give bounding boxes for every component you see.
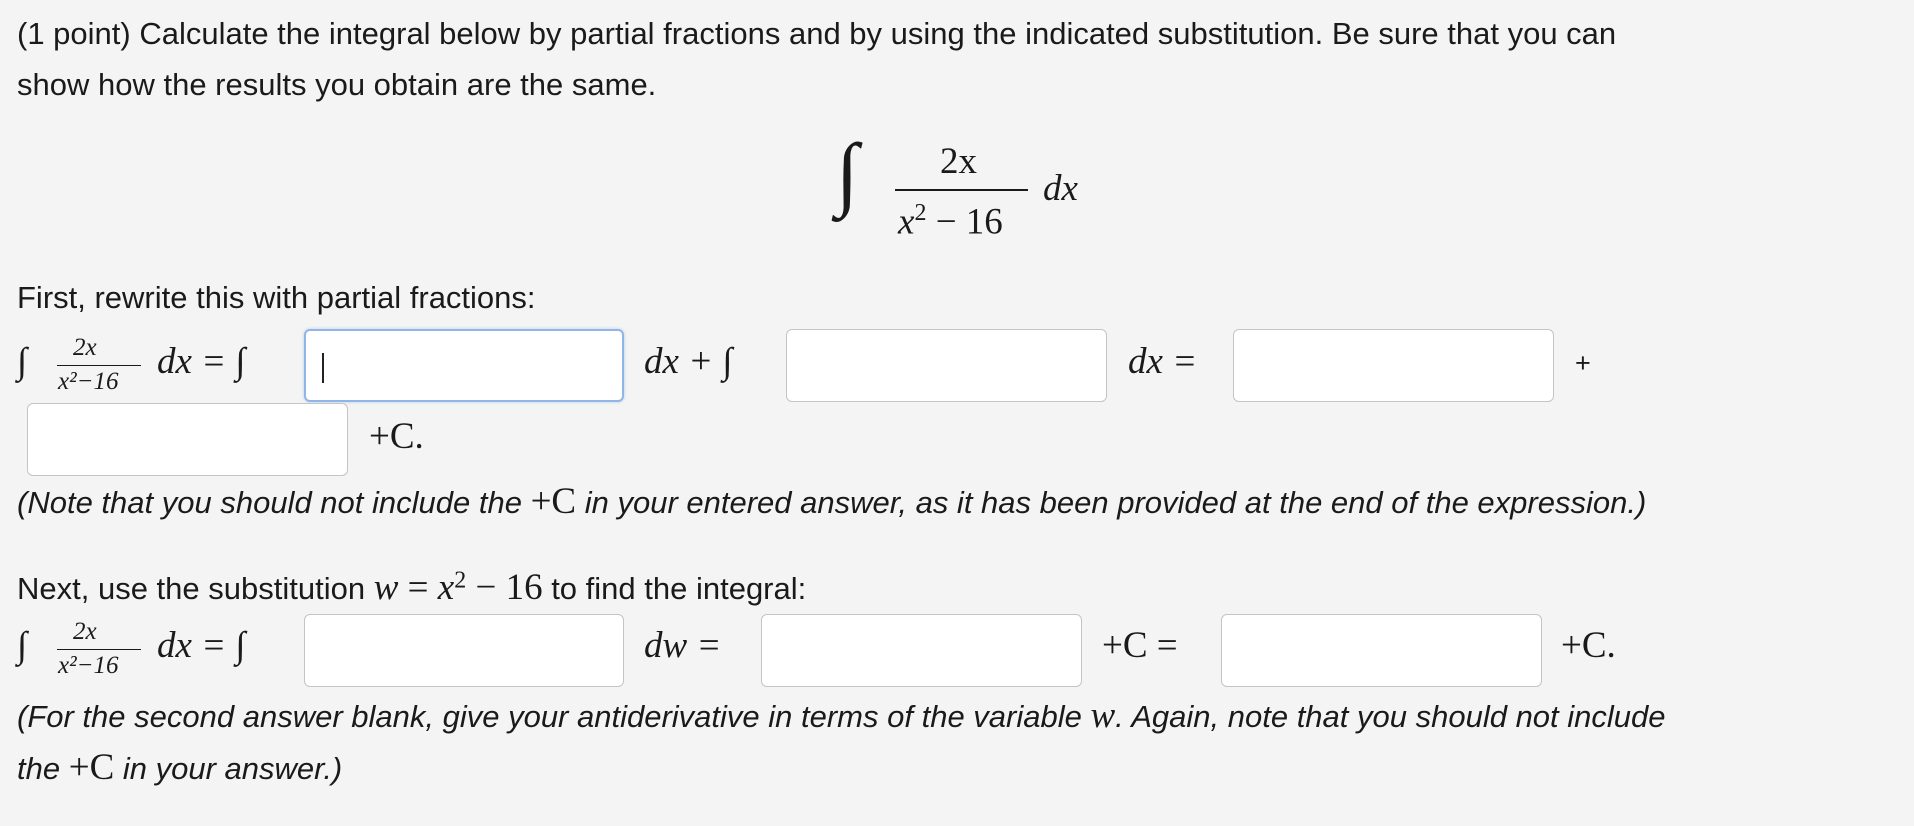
part2-answer-3-input[interactable] bbox=[1221, 614, 1542, 687]
part1-answer-1-input[interactable] bbox=[304, 329, 624, 402]
part2-note bbox=[17, 690, 1666, 794]
part1-plus-c: +C. bbox=[369, 416, 424, 457]
part2-frac-bar bbox=[57, 649, 141, 650]
part1-plus-sign: + bbox=[1575, 348, 1591, 378]
part1-frac-bar bbox=[57, 365, 141, 366]
part2-answer-2-input[interactable] bbox=[761, 614, 1082, 687]
problem-intro-line1: (1 point) Calculate the integral below by partial fractions and by using the indicated substitution. Be sure that you can bbox=[17, 16, 1617, 51]
display-differential: dx bbox=[1043, 168, 1078, 209]
part1-dx-equals: dx = ∫ bbox=[157, 341, 246, 382]
part2-dw-equals: dw = bbox=[644, 625, 722, 666]
part2-prompt: Next, use the substitution $w = x^2 - 16$ to find the integral: bbox=[17, 567, 807, 608]
part2-note-line2: the +C in your answer.) bbox=[17, 747, 343, 788]
part2-plus-c: +C. bbox=[1561, 625, 1616, 666]
display-numerator: 2x bbox=[940, 141, 977, 182]
text-caret bbox=[322, 353, 324, 383]
part1-dx-equals-2: dx = bbox=[1128, 341, 1198, 382]
part1-prompt: First, rewrite this with partial fractions: bbox=[17, 280, 536, 315]
part1-frac-denominator: x²−16 bbox=[58, 368, 119, 395]
part1-dx-plus: dx + ∫ bbox=[644, 341, 733, 382]
part1-frac-numerator: 2x bbox=[73, 334, 97, 361]
problem-intro-line2: show how the results you obtain are the same. bbox=[17, 67, 657, 102]
part1-answer-4-input[interactable] bbox=[27, 403, 348, 476]
part2-plus-c-equals: +C = bbox=[1102, 625, 1178, 666]
integral-sign: ∫ bbox=[836, 127, 859, 218]
part1-answer-3-input[interactable] bbox=[1233, 329, 1554, 402]
part1-note: (Note that you should not include the +C in your entered answer, as it has been provided at the end of the expression.) bbox=[17, 481, 1647, 522]
display-fraction-bar bbox=[895, 189, 1028, 191]
part2-frac-numerator: 2x bbox=[73, 618, 97, 645]
display-denominator: $x^2 - 16$ bbox=[898, 200, 1003, 243]
part2-answer-1-input[interactable] bbox=[304, 614, 624, 687]
part1-answer-2-input[interactable] bbox=[786, 329, 1107, 402]
part2-note-line1: (For the second answer blank, give your antiderivative in terms of the variable w. Again, note that you should not include bbox=[17, 695, 1666, 736]
part1-integral-sign: ∫ bbox=[17, 341, 28, 382]
part2-frac-denominator: x²−16 bbox=[58, 652, 119, 679]
part2-integral-sign: ∫ bbox=[17, 625, 28, 666]
problem-statement bbox=[17, 8, 1616, 110]
part2-dx-equals: dx = ∫ bbox=[157, 625, 246, 666]
